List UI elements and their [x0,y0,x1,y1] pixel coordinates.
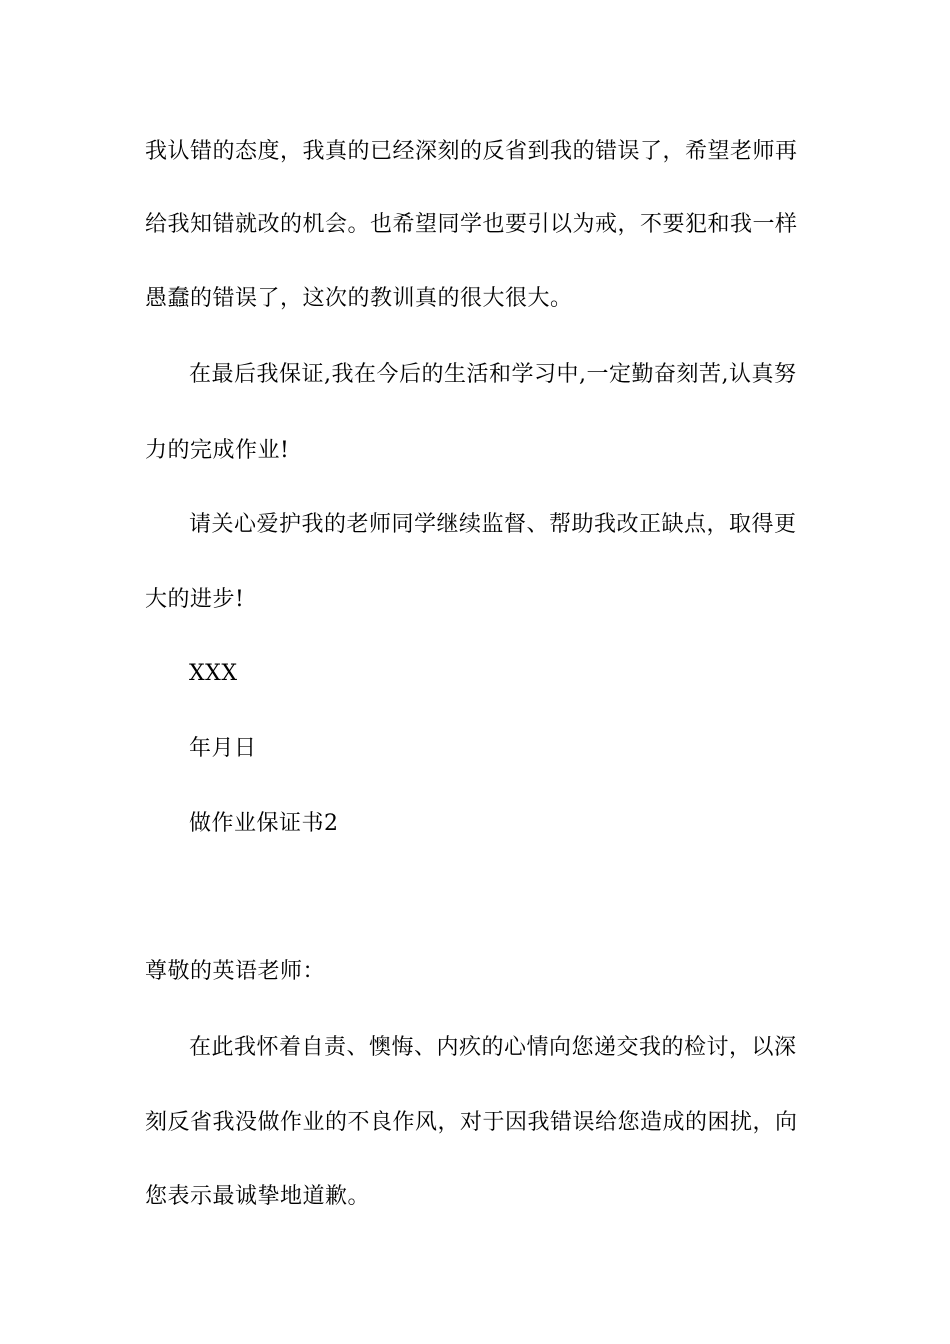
paragraph-line: 大的进步! [145,587,245,612]
section-heading: 做作业保证书2 [189,811,339,836]
salutation: 尊敬的英语老师： [145,959,326,984]
paragraph-line: 在最后我保证,我在今后的生活和学习中,一定勤奋刻苦,认真努 [189,362,797,387]
paragraph-line: 我认错的态度，我真的已经深刻的反省到我的错误了，希望老师再 [145,139,798,164]
paragraph-line: 刻反省我没做作业的不良作风，对于因我错误给您造成的困扰，向 [145,1110,798,1135]
paragraph-line: 您表示最诚挚地道歉。 [145,1184,371,1209]
paragraph-line: 请关心爱护我的老师同学继续监督、帮助我改正缺点，取得更 [189,512,797,537]
signature-date: 年月日 [189,736,257,761]
paragraph-line: 给我知错就改的机会。也希望同学也要引以为戒，不要犯和我一样 [145,212,798,237]
paragraph-line: 力的完成作业! [145,438,290,463]
paragraph-line: 在此我怀着自责、懊悔、内疚的心情向您递交我的检讨，以深 [189,1035,797,1060]
signature-name: XXX [189,661,238,686]
paragraph-line: 愚蠢的错误了，这次的教训真的很大很大。 [145,286,573,311]
